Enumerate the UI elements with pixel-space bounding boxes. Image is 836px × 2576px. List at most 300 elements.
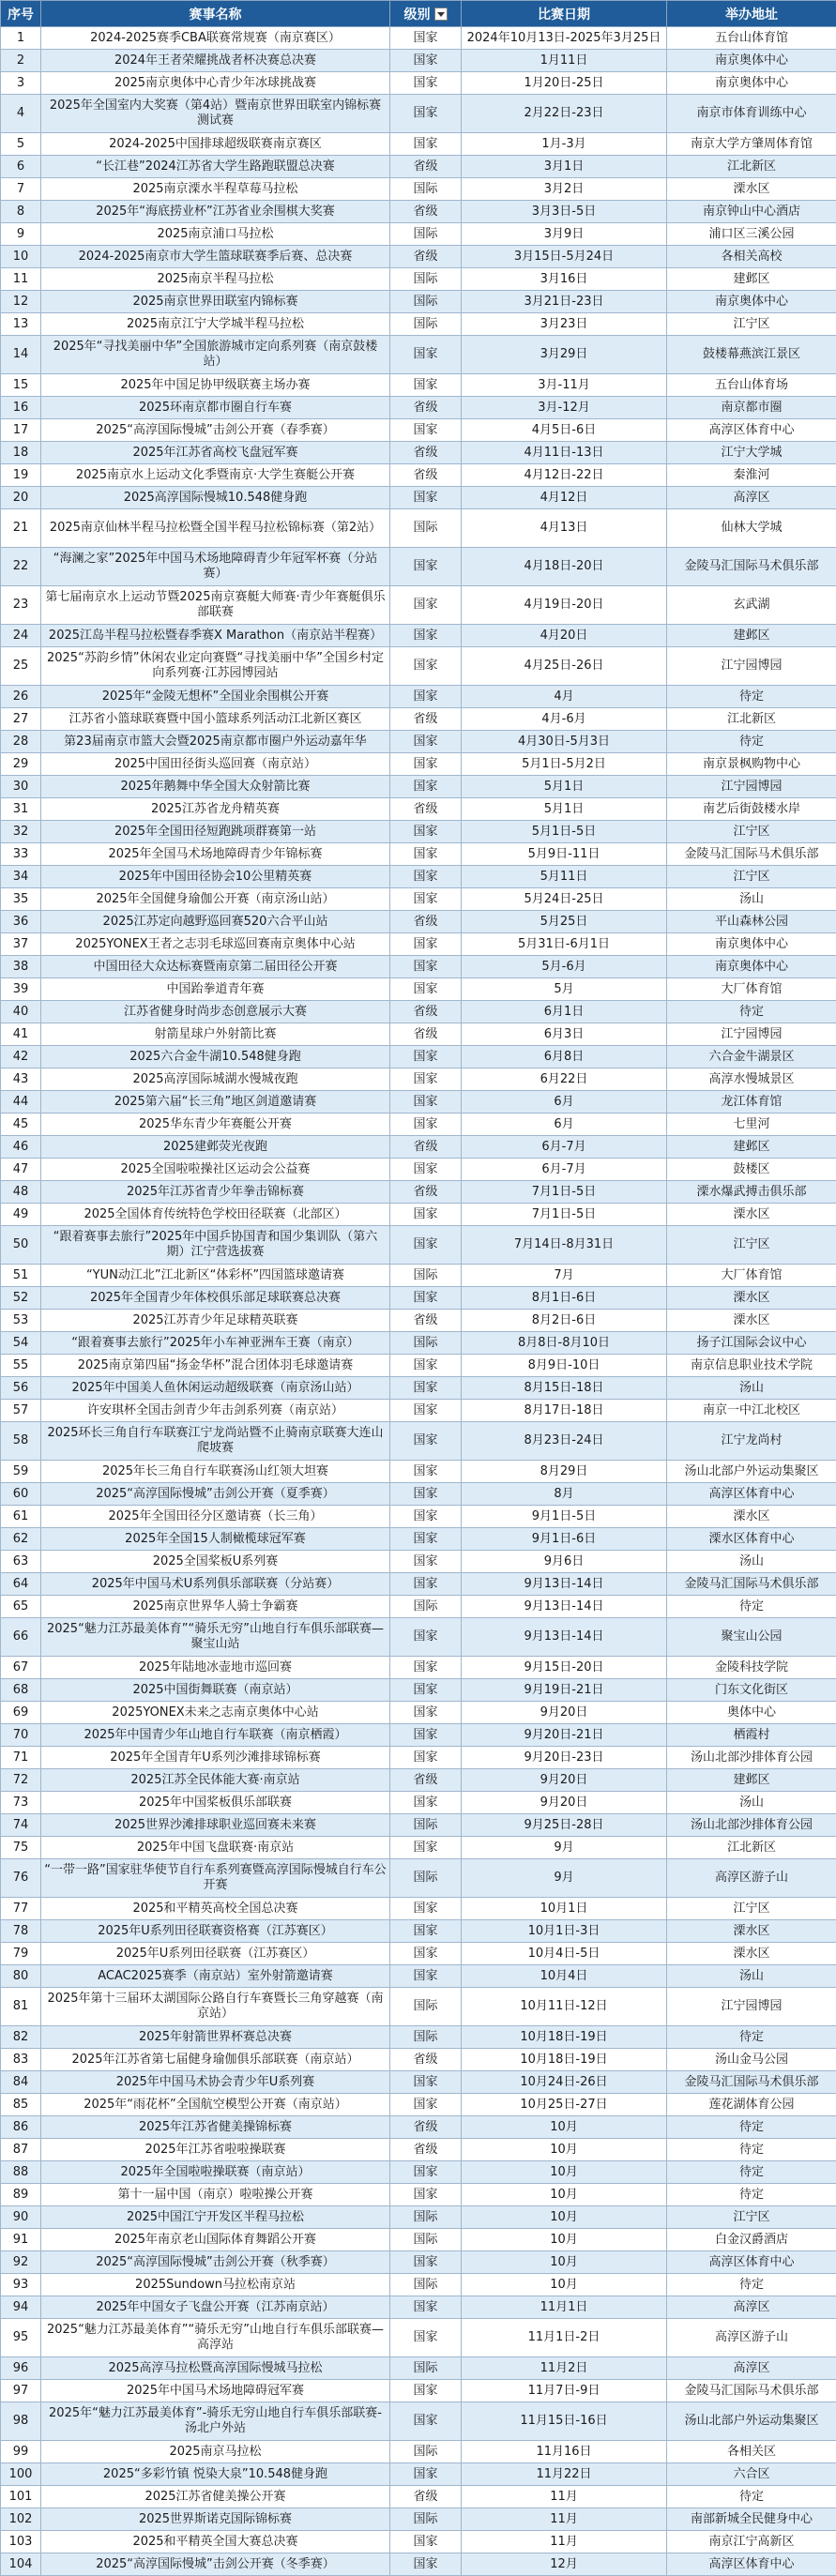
cell-no: 61 — [1, 1506, 41, 1528]
cell-venue: 溧水区 — [667, 1204, 836, 1226]
cell-name: ACAC2025赛季（南京站）室外射箭邀请赛 — [41, 1965, 390, 1988]
cell-venue: 白金汉爵酒店 — [667, 2229, 836, 2251]
cell-name: 2025“高淳国际慢城”击剑公开赛（秋季赛） — [41, 2251, 390, 2274]
cell-no: 59 — [1, 1461, 41, 1483]
cell-no: 40 — [1, 1001, 41, 1023]
table-row — [1, 27, 836, 50]
cell-date: 1月11日 — [462, 50, 667, 72]
table-row — [1, 1068, 836, 1091]
cell-date: 9月20日 — [462, 1769, 667, 1792]
cell-date: 11月22日 — [462, 2463, 667, 2486]
cell-no: 24 — [1, 625, 41, 647]
cell-name: 2025年第十三届环太湖国际公路自行车赛暨长三角穿越赛（南京站） — [41, 1988, 390, 2026]
cell-date: 5月-6月 — [462, 956, 667, 978]
cell-venue: 待定 — [667, 2184, 836, 2206]
cell-level: 国家 — [390, 2296, 462, 2319]
cell-level: 国际 — [390, 1814, 462, 1837]
cell-level: 省级 — [390, 1023, 462, 1046]
cell-venue: 溧水爆武搏击俱乐部 — [667, 1181, 836, 1204]
cell-level: 省级 — [390, 442, 462, 464]
table-row — [1, 374, 836, 397]
cell-name: 2025“高淳国际慢城”击剑公开赛（春季赛） — [41, 419, 390, 442]
table-row — [1, 1769, 836, 1792]
cell-venue: 溧水区 — [667, 1310, 836, 1332]
cell-level: 国际 — [390, 268, 462, 291]
cell-name: 2025年中国女子飞盘公开赛（江苏南京站） — [41, 2296, 390, 2319]
cell-venue: 南京景枫购物中心 — [667, 753, 836, 776]
cell-level: 国家 — [390, 1747, 462, 1769]
cell-level: 省级 — [390, 156, 462, 178]
cell-venue: 高淳水慢城景区 — [667, 1068, 836, 1091]
cell-no: 76 — [1, 1859, 41, 1898]
cell-no: 33 — [1, 843, 41, 866]
cell-level: 国家 — [390, 776, 462, 798]
cell-name: 2025年江苏省高校飞盘冠军赛 — [41, 442, 390, 464]
cell-level: 国家 — [390, 548, 462, 586]
cell-name: “海澜之家”2025年中国马术场地障碍青少年冠军杯赛（分站赛） — [41, 548, 390, 586]
table-row — [1, 2161, 836, 2184]
cell-level: 国家 — [390, 1377, 462, 1400]
cell-date: 11月 — [462, 2531, 667, 2553]
cell-level: 国家 — [390, 2071, 462, 2094]
cell-no: 54 — [1, 1332, 41, 1355]
cell-name: 2025年“寻找美丽中华”全国旅游城市定向系列赛（南京鼓楼站） — [41, 336, 390, 374]
cell-name: 2025年全国15人制橄榄球冠军赛 — [41, 1528, 390, 1551]
cell-level: 国家 — [390, 1287, 462, 1310]
cell-no: 64 — [1, 1573, 41, 1596]
cell-no: 2 — [1, 50, 41, 72]
cell-date: 10月 — [462, 2206, 667, 2229]
table-row — [1, 2184, 836, 2206]
cell-date: 9月19日-21日 — [462, 1679, 667, 1702]
cell-venue: 金陵马汇国际马术俱乐部 — [667, 2071, 836, 2094]
table-row — [1, 1618, 836, 1657]
cell-date: 10月18日-19日 — [462, 2026, 667, 2049]
cell-no: 10 — [1, 246, 41, 268]
cell-venue: 建邺区 — [667, 1769, 836, 1792]
cell-venue: 金陵马汇国际马术俱乐部 — [667, 843, 836, 866]
cell-venue: 溧水区 — [667, 1506, 836, 1528]
cell-name: 2025年江苏省青少年拳击锦标赛 — [41, 1181, 390, 1204]
cell-venue: 江宁园博园 — [667, 1023, 836, 1046]
cell-no: 100 — [1, 2463, 41, 2486]
cell-level: 国家 — [390, 2380, 462, 2402]
table-row — [1, 821, 836, 843]
table-row — [1, 487, 836, 509]
cell-no: 69 — [1, 1702, 41, 1724]
cell-no: 84 — [1, 2071, 41, 2094]
cell-name: 2024年王者荣耀挑战者杯决赛总决赛 — [41, 50, 390, 72]
cell-level: 国家 — [390, 625, 462, 647]
table-row — [1, 1332, 836, 1355]
table-row — [1, 2206, 836, 2229]
cell-date: 10月 — [462, 2274, 667, 2296]
table-row — [1, 586, 836, 625]
cell-name: 2025年全国健身瑜伽公开赛（南京汤山站） — [41, 888, 390, 911]
cell-level: 国家 — [390, 1204, 462, 1226]
cell-level: 国家 — [390, 1702, 462, 1724]
cell-name: 2025年“海底捞业杯”江苏省业余围棋大奖赛 — [41, 201, 390, 223]
cell-venue: 奥体中心 — [667, 1702, 836, 1724]
cell-date: 3月29日 — [462, 336, 667, 374]
cell-level: 国家 — [390, 2402, 462, 2441]
table-row — [1, 1265, 836, 1287]
cell-level: 国际 — [390, 509, 462, 548]
cell-no: 26 — [1, 686, 41, 708]
table-row — [1, 776, 836, 798]
cell-date: 3月3日-5日 — [462, 201, 667, 223]
cell-venue: 建邺区 — [667, 268, 836, 291]
cell-level: 国家 — [390, 1461, 462, 1483]
cell-name: 2025“多彩竹镇 悦染大泉”10.548健身跑 — [41, 2463, 390, 2486]
cell-date: 7月 — [462, 1265, 667, 1287]
cell-name: 2025年U系列田径联赛（江苏赛区） — [41, 1943, 390, 1965]
cell-date: 9月1日-6日 — [462, 1528, 667, 1551]
table-row — [1, 933, 836, 956]
cell-name: 2025南京半程马拉松 — [41, 268, 390, 291]
cell-no: 77 — [1, 1898, 41, 1920]
table-row — [1, 1181, 836, 1204]
cell-no: 66 — [1, 1618, 41, 1657]
cell-venue: 待定 — [667, 2274, 836, 2296]
cell-no: 81 — [1, 1988, 41, 2026]
cell-level: 省级 — [390, 1001, 462, 1023]
cell-date: 12月 — [462, 2553, 667, 2576]
cell-level: 国际 — [390, 2274, 462, 2296]
cell-date: 9月20日 — [462, 1792, 667, 1814]
cell-date: 4月 — [462, 686, 667, 708]
cell-venue: 建邺区 — [667, 625, 836, 647]
cell-no: 95 — [1, 2319, 41, 2357]
cell-date: 4月18日-20日 — [462, 548, 667, 586]
cell-date: 4月12日 — [462, 487, 667, 509]
cell-date: 5月1日 — [462, 776, 667, 798]
cell-venue: 五台山体育馆 — [667, 27, 836, 50]
cell-venue: 汤山 — [667, 1377, 836, 1400]
cell-date: 11月 — [462, 2486, 667, 2508]
cell-date: 9月20日-23日 — [462, 1747, 667, 1769]
cell-date: 11月15日-16日 — [462, 2402, 667, 2441]
cell-name: 2025建邺荧光夜跑 — [41, 1136, 390, 1159]
cell-name: 2025年射箭世界杯赛总决赛 — [41, 2026, 390, 2049]
cell-name: 2025江苏省健美操公开赛 — [41, 2486, 390, 2508]
cell-venue: 聚宝山公园 — [667, 1618, 836, 1657]
cell-name: 2025“苏韵乡情”休闲农业定向赛暨“寻找美丽中华”全国乡村定向系列赛·江苏园博园站 — [41, 647, 390, 686]
cell-level: 国家 — [390, 1679, 462, 1702]
cell-name: 2025中国江宁开发区半程马拉松 — [41, 2206, 390, 2229]
cell-date: 9月13日-14日 — [462, 1618, 667, 1657]
cell-name: 2025“魅力江苏最美体育”“骑乐无穷”山地自行车俱乐部联赛—高淳站 — [41, 2319, 390, 2357]
cell-venue: 江宁区 — [667, 1226, 836, 1265]
cell-no: 50 — [1, 1226, 41, 1265]
cell-venue: 江北新区 — [667, 1837, 836, 1859]
cell-venue: 江宁龙尚村 — [667, 1422, 836, 1461]
cell-venue: 汤山 — [667, 888, 836, 911]
cell-venue: 南部新城全民健身中心 — [667, 2508, 836, 2531]
cell-venue: 待定 — [667, 2026, 836, 2049]
cell-name: 2025南京水上运动文化季暨南京·大学生赛艇公开赛 — [41, 464, 390, 487]
cell-no: 55 — [1, 1355, 41, 1377]
table-row — [1, 866, 836, 888]
cell-date: 4月-6月 — [462, 708, 667, 731]
cell-name: 射箭星球户外射箭比赛 — [41, 1023, 390, 1046]
cell-no: 1 — [1, 27, 41, 50]
cell-venue: 江宁园博园 — [667, 1988, 836, 2026]
cell-no: 27 — [1, 708, 41, 731]
cell-no: 18 — [1, 442, 41, 464]
table-row — [1, 133, 836, 156]
cell-name: 2025年江苏省第七届健身瑜伽俱乐部联赛（南京站） — [41, 2049, 390, 2071]
cell-no: 30 — [1, 776, 41, 798]
cell-name: 2025南京第四届“扬金华杯”混合团体羽毛球邀请赛 — [41, 1355, 390, 1377]
cell-date: 11月1日 — [462, 2296, 667, 2319]
cell-no: 87 — [1, 2139, 41, 2161]
cell-name: 2025“魅力江苏最美体育”“骑乐无穷”山地自行车俱乐部联赛—聚宝山站 — [41, 1618, 390, 1657]
cell-level: 国家 — [390, 1159, 462, 1181]
cell-level: 国家 — [390, 933, 462, 956]
cell-date: 10月24日-26日 — [462, 2071, 667, 2094]
table-row — [1, 2441, 836, 2463]
cell-venue: 待定 — [667, 731, 836, 753]
cell-date: 10月 — [462, 2184, 667, 2206]
cell-date: 5月1日-5日 — [462, 821, 667, 843]
cell-name: 2025高淳国际城湖水慢城夜跑 — [41, 1068, 390, 1091]
table-row — [1, 731, 836, 753]
cell-date: 8月15日-18日 — [462, 1377, 667, 1400]
table-row — [1, 911, 836, 933]
cell-no: 62 — [1, 1528, 41, 1551]
cell-date: 4月11日-13日 — [462, 442, 667, 464]
cell-name: 2025南京溧水半程草莓马拉松 — [41, 178, 390, 201]
cell-no: 86 — [1, 2116, 41, 2139]
table-row — [1, 2094, 836, 2116]
cell-date: 10月1日-3日 — [462, 1920, 667, 1943]
cell-name: 2025年中国桨板俱乐部联赛 — [41, 1792, 390, 1814]
cell-date: 8月9日-10日 — [462, 1355, 667, 1377]
cell-venue: 江宁区 — [667, 2206, 836, 2229]
table-row — [1, 1287, 836, 1310]
cell-venue: 各相关区 — [667, 2441, 836, 2463]
cell-level: 国家 — [390, 336, 462, 374]
table-row — [1, 1814, 836, 1837]
table-row — [1, 2026, 836, 2049]
cell-no: 67 — [1, 1657, 41, 1679]
filter-dropdown-icon[interactable] — [434, 8, 448, 21]
cell-venue: 高淳区体育中心 — [667, 2251, 836, 2274]
cell-date: 5月31日-6月1日 — [462, 933, 667, 956]
cell-no: 35 — [1, 888, 41, 911]
table-row — [1, 2402, 836, 2441]
cell-no: 29 — [1, 753, 41, 776]
cell-name: 2025华东青少年赛艇公开赛 — [41, 1114, 390, 1136]
cell-level: 国际 — [390, 2206, 462, 2229]
cell-name: 2025“高淳国际慢城”击剑公开赛（冬季赛） — [41, 2553, 390, 2576]
cell-venue: 汤山北部沙排体育公园 — [667, 1747, 836, 1769]
cell-date: 5月1日 — [462, 798, 667, 821]
table-row — [1, 2116, 836, 2139]
cell-name: 2025年中国马术U系列俱乐部联赛（分站赛） — [41, 1573, 390, 1596]
cell-date: 11月1日-2日 — [462, 2319, 667, 2357]
cell-no: 78 — [1, 1920, 41, 1943]
cell-name: 2025南京江宁大学城半程马拉松 — [41, 313, 390, 336]
cell-no: 36 — [1, 911, 41, 933]
cell-date: 8月17日-18日 — [462, 1400, 667, 1422]
cell-date: 9月13日-14日 — [462, 1573, 667, 1596]
cell-date: 9月13日-14日 — [462, 1596, 667, 1618]
cell-no: 70 — [1, 1724, 41, 1747]
cell-date: 6月3日 — [462, 1023, 667, 1046]
cell-no: 23 — [1, 586, 41, 625]
cell-venue: 南京奥体中心 — [667, 956, 836, 978]
table-row — [1, 419, 836, 442]
cell-date: 7月14日-8月31日 — [462, 1226, 667, 1265]
table-row — [1, 888, 836, 911]
cell-date: 6月1日 — [462, 1001, 667, 1023]
cell-venue: 高淳区体育中心 — [667, 419, 836, 442]
cell-no: 88 — [1, 2161, 41, 2184]
cell-no: 56 — [1, 1377, 41, 1400]
cell-level: 国际 — [390, 178, 462, 201]
table-row — [1, 1483, 836, 1506]
cell-no: 72 — [1, 1769, 41, 1792]
cell-name: 2025南京世界华人骑士争霸赛 — [41, 1596, 390, 1618]
table-row — [1, 95, 836, 133]
cell-level: 国际 — [390, 1265, 462, 1287]
cell-venue: 高淳区 — [667, 2357, 836, 2380]
table-row — [1, 223, 836, 246]
cell-no: 47 — [1, 1159, 41, 1181]
table-row — [1, 291, 836, 313]
cell-date: 4月19日-20日 — [462, 586, 667, 625]
cell-date: 8月29日 — [462, 1461, 667, 1483]
cell-date: 9月20日 — [462, 1702, 667, 1724]
cell-no: 5 — [1, 133, 41, 156]
cell-venue: 大厂体育馆 — [667, 1265, 836, 1287]
cell-level: 国家 — [390, 419, 462, 442]
cell-name: 2025全国啦啦操社区运动会公益赛 — [41, 1159, 390, 1181]
header-name: 赛事名称 — [41, 1, 390, 27]
cell-no: 92 — [1, 2251, 41, 2274]
cell-name: 2025年长三角自行车联赛汤山红领大坦赛 — [41, 1461, 390, 1483]
cell-venue: 江宁园博园 — [667, 776, 836, 798]
cell-no: 22 — [1, 548, 41, 586]
cell-date: 3月15日-5月24日 — [462, 246, 667, 268]
cell-no: 53 — [1, 1310, 41, 1332]
cell-venue: 汤山 — [667, 1551, 836, 1573]
cell-level: 国家 — [390, 753, 462, 776]
cell-no: 43 — [1, 1068, 41, 1091]
cell-name: 2025江岛半程马拉松暨春季赛X Marathon（南京站半程赛） — [41, 625, 390, 647]
table-row — [1, 625, 836, 647]
table-row — [1, 2139, 836, 2161]
cell-date: 3月16日 — [462, 268, 667, 291]
cell-level: 国家 — [390, 1226, 462, 1265]
cell-level: 省级 — [390, 1136, 462, 1159]
cell-date: 9月 — [462, 1837, 667, 1859]
cell-name: 2025年中国马术协会青少年U系列赛 — [41, 2071, 390, 2094]
cell-no: 31 — [1, 798, 41, 821]
cell-no: 42 — [1, 1046, 41, 1068]
cell-venue: 南京大学方肇周体育馆 — [667, 133, 836, 156]
cell-level: 省级 — [390, 1181, 462, 1204]
cell-name: 2025世界斯诺克国际锦标赛 — [41, 2508, 390, 2531]
table-row — [1, 509, 836, 548]
cell-venue: 高淳区体育中心 — [667, 1483, 836, 1506]
cell-name: 2025江苏省龙舟精英赛 — [41, 798, 390, 821]
cell-date: 10月4日-5日 — [462, 1943, 667, 1965]
table-row — [1, 798, 836, 821]
header-no: 序号 — [1, 1, 41, 27]
cell-level: 国家 — [390, 1422, 462, 1461]
cell-name: 2025江苏全民体能大赛·南京站 — [41, 1769, 390, 1792]
cell-name: 2025年全国啦啦操联赛（南京站） — [41, 2161, 390, 2184]
cell-date: 3月1日 — [462, 156, 667, 178]
cell-name: 2025第六届“长三角”地区剑道邀请赛 — [41, 1091, 390, 1114]
cell-no: 74 — [1, 1814, 41, 1837]
cell-venue: 南京钟山中心酒店 — [667, 201, 836, 223]
cell-level: 国家 — [390, 731, 462, 753]
cell-venue: 南京奥体中心 — [667, 933, 836, 956]
cell-level: 国家 — [390, 95, 462, 133]
cell-name: 2025南京世界田联室内锦标赛 — [41, 291, 390, 313]
cell-level: 国家 — [390, 2553, 462, 2576]
cell-date: 6月 — [462, 1091, 667, 1114]
cell-date: 11月7日-9日 — [462, 2380, 667, 2402]
cell-level: 国家 — [390, 1724, 462, 1747]
cell-no: 41 — [1, 1023, 41, 1046]
cell-no: 60 — [1, 1483, 41, 1506]
cell-venue: 浦口区三溪公园 — [667, 223, 836, 246]
cell-date: 11月 — [462, 2508, 667, 2531]
table-row — [1, 1204, 836, 1226]
cell-level: 国家 — [390, 888, 462, 911]
cell-date: 3月9日 — [462, 223, 667, 246]
cell-date: 4月20日 — [462, 625, 667, 647]
cell-date: 10月 — [462, 2116, 667, 2139]
cell-level: 省级 — [390, 2049, 462, 2071]
cell-level: 国家 — [390, 1618, 462, 1657]
cell-venue: 扬子江国际会议中心 — [667, 1332, 836, 1355]
cell-level: 国际 — [390, 1596, 462, 1618]
cell-name: “长江巷”2024江苏省大学生路跑联盟总决赛 — [41, 156, 390, 178]
cell-date: 1月20日-25日 — [462, 72, 667, 95]
cell-level: 国家 — [390, 133, 462, 156]
cell-no: 52 — [1, 1287, 41, 1310]
cell-name: 2025和平精英全国大赛总决赛 — [41, 2531, 390, 2553]
cell-venue: 龙江体育馆 — [667, 1091, 836, 1114]
table-row — [1, 708, 836, 731]
cell-date: 7月1日-5日 — [462, 1181, 667, 1204]
cell-no: 3 — [1, 72, 41, 95]
cell-no: 51 — [1, 1265, 41, 1287]
cell-venue: 各相关高校 — [667, 246, 836, 268]
table-row — [1, 1679, 836, 1702]
cell-date: 2月22日-23日 — [462, 95, 667, 133]
cell-no: 99 — [1, 2441, 41, 2463]
cell-level: 国家 — [390, 1046, 462, 1068]
cell-venue: 江北新区 — [667, 708, 836, 731]
cell-date: 10月18日-19日 — [462, 2049, 667, 2071]
cell-venue: 溧水区体育中心 — [667, 1528, 836, 1551]
cell-no: 44 — [1, 1091, 41, 1114]
cell-level: 国家 — [390, 50, 462, 72]
cell-date: 6月-7月 — [462, 1159, 667, 1181]
cell-no: 12 — [1, 291, 41, 313]
cell-no: 80 — [1, 1965, 41, 1988]
cell-venue: 待定 — [667, 1001, 836, 1023]
cell-no: 39 — [1, 978, 41, 1001]
cell-venue: 江北新区 — [667, 156, 836, 178]
